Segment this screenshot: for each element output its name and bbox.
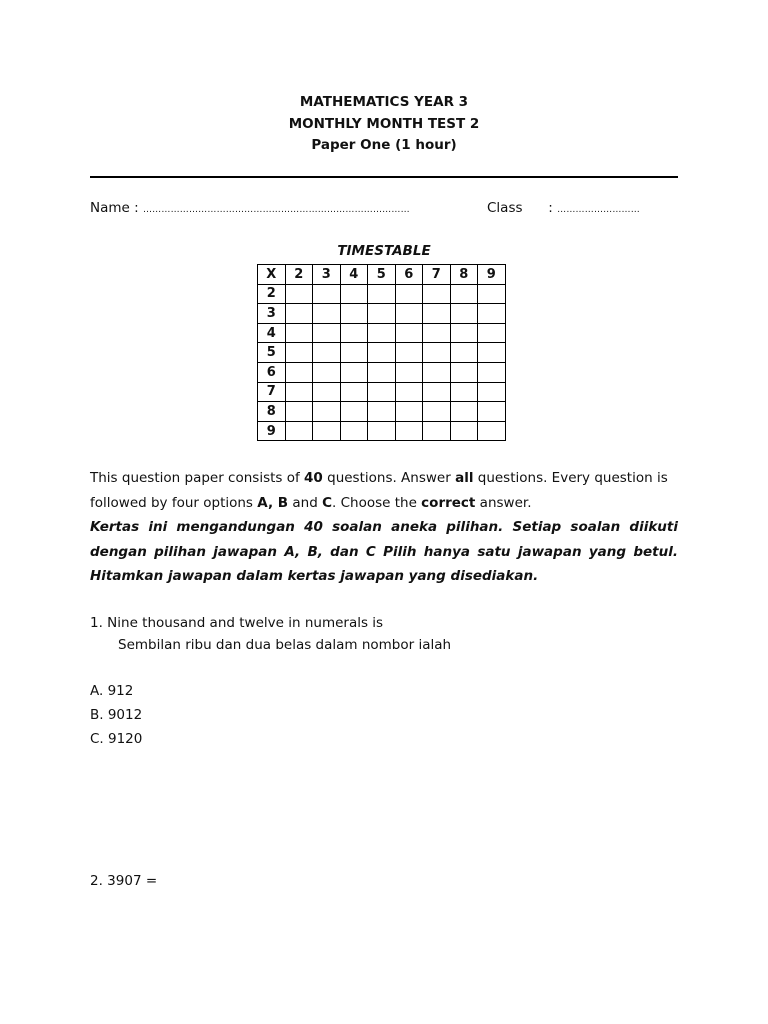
- timestable-answer-cell[interactable]: [450, 284, 478, 304]
- timestable-answer-cell[interactable]: [285, 362, 313, 382]
- timestable-column-header: 7: [423, 265, 451, 285]
- timestable-answer-cell[interactable]: [285, 284, 313, 304]
- timestable-row: [258, 362, 506, 382]
- timestable-answer-cell[interactable]: [423, 421, 451, 441]
- timestable-column-header: 5: [368, 265, 396, 285]
- timestable-corner: X: [258, 265, 286, 285]
- instr-all: all: [455, 470, 474, 486]
- timestable-answer-cell[interactable]: [395, 421, 423, 441]
- header-test-name: MONTHLY MONTH TEST 2: [288, 115, 480, 132]
- instr-text: questions. Answer: [322, 470, 456, 486]
- timestable-answer-cell[interactable]: [450, 421, 478, 441]
- instr-option-c: C: [322, 494, 332, 511]
- instructions-malay: Kertas ini mengandungan 40 soalan aneka pilihan. Setiap soalan diikuti dengan pilihan jawapan A, B, dan C Pilih hanya satu jawapan yang betul. Hitamkan jawapan dalam kertas jawapan yang disediakan.: [90, 519, 678, 584]
- timestable-answer-cell[interactable]: [450, 362, 478, 382]
- timestable-row-header: 5: [258, 343, 286, 363]
- timestable-answer-cell[interactable]: [478, 304, 506, 324]
- class-colon: :: [548, 200, 553, 216]
- timestable-answer-cell[interactable]: [368, 421, 396, 441]
- timestable-header-row: [258, 265, 506, 285]
- timestable-grid: [257, 264, 506, 441]
- timestable-row-header: 9: [258, 421, 286, 441]
- timestable-answer-cell[interactable]: [368, 304, 396, 324]
- question-1-options: [90, 679, 142, 751]
- timestable-answer-cell[interactable]: [423, 323, 451, 343]
- instructions: [90, 466, 678, 589]
- name-blank: ……………………………………………………………………………: [142, 205, 410, 215]
- timestable-answer-cell[interactable]: [368, 382, 396, 402]
- timestable-answer-cell[interactable]: [313, 362, 341, 382]
- timestable-column-header: 6: [395, 265, 423, 285]
- timestable-answer-cell[interactable]: [340, 382, 368, 402]
- header-subject: MATHEMATICS YEAR 3: [299, 94, 469, 110]
- class-label: Class: [487, 200, 523, 216]
- timestable-answer-cell[interactable]: [313, 284, 341, 304]
- timestable-answer-cell[interactable]: [313, 343, 341, 363]
- timestable-answer-cell[interactable]: [395, 382, 423, 402]
- timestable-row-header: 8: [258, 402, 286, 422]
- name-label: Name :: [90, 200, 139, 216]
- timestable-answer-cell[interactable]: [395, 402, 423, 422]
- timestable-answer-cell[interactable]: [395, 304, 423, 324]
- timestable-answer-cell[interactable]: [340, 323, 368, 343]
- timestable-row-header: 4: [258, 323, 286, 343]
- timestable-answer-cell[interactable]: [285, 343, 313, 363]
- timestable-answer-cell[interactable]: [313, 382, 341, 402]
- timestable-row: [258, 382, 506, 402]
- option-a[interactable]: A. 912: [90, 683, 134, 699]
- instr-text: This question paper consists of: [90, 470, 305, 486]
- timestable-answer-cell[interactable]: [478, 421, 506, 441]
- timestable-answer-cell[interactable]: [313, 323, 341, 343]
- timestable-answer-cell[interactable]: [423, 382, 451, 402]
- timestable-answer-cell[interactable]: [450, 343, 478, 363]
- timestable-answer-cell[interactable]: [285, 304, 313, 324]
- class-field: [487, 200, 640, 216]
- timestable-answer-cell[interactable]: [478, 402, 506, 422]
- instr-text: answer.: [475, 494, 532, 511]
- instructions-english: [90, 466, 678, 515]
- timestable-answer-cell[interactable]: [368, 343, 396, 363]
- timestable-answer-cell[interactable]: [450, 402, 478, 422]
- timestable-answer-cell[interactable]: [313, 304, 341, 324]
- instr-question-count: 40: [304, 470, 323, 486]
- timestable-row-header: 3: [258, 304, 286, 324]
- timestable-column-header: 3: [313, 265, 341, 285]
- question-1-text: 1. Nine thousand and twelve in numerals is: [90, 615, 384, 631]
- timestable-answer-cell[interactable]: [450, 323, 478, 343]
- timestable-column-header: 4: [340, 265, 368, 285]
- timestable-row: [258, 323, 506, 343]
- timestable-answer-cell[interactable]: [423, 284, 451, 304]
- timestable-answer-cell[interactable]: [395, 323, 423, 343]
- name-field: [90, 200, 410, 216]
- timestable-answer-cell[interactable]: [368, 323, 396, 343]
- timestable-answer-cell[interactable]: [340, 284, 368, 304]
- timestable-answer-cell[interactable]: [340, 421, 368, 441]
- timestable-answer-cell[interactable]: [368, 402, 396, 422]
- timestable-answer-cell[interactable]: [340, 304, 368, 324]
- instr-options-ab: A, B: [257, 494, 289, 511]
- timestable-row-header: 2: [258, 284, 286, 304]
- timestable-column-header: 2: [285, 265, 313, 285]
- option-b[interactable]: B. 9012: [90, 707, 143, 723]
- timestable-row: [258, 343, 506, 363]
- timestable-title: TIMESTABLE: [337, 243, 431, 259]
- timestable-answer-cell[interactable]: [423, 362, 451, 382]
- timestable-answer-cell[interactable]: [313, 421, 341, 441]
- timestable-column-header: 9: [478, 265, 506, 285]
- instr-text: and: [288, 494, 323, 511]
- instr-text: questions. Every question is followed by four options: [90, 470, 668, 511]
- question-1-text-malay: Sembilan ribu dan dua belas dalam nombor ialah: [118, 637, 452, 653]
- timestable-row: [258, 421, 506, 441]
- timestable-answer-cell[interactable]: [285, 402, 313, 422]
- timestable-answer-cell[interactable]: [313, 402, 341, 422]
- header-divider: [90, 176, 678, 178]
- timestable-answer-cell[interactable]: [478, 343, 506, 363]
- instr-correct: correct: [421, 494, 476, 511]
- timestable-row-header: 6: [258, 362, 286, 382]
- header-paper: Paper One (1 hour): [311, 137, 457, 153]
- timestable-answer-cell[interactable]: [423, 402, 451, 422]
- timestable-answer-cell[interactable]: [285, 421, 313, 441]
- timestable-answer-cell[interactable]: [285, 382, 313, 402]
- question-1: [90, 612, 451, 656]
- timestable-answer-cell[interactable]: [395, 362, 423, 382]
- timestable-answer-cell[interactable]: [395, 284, 423, 304]
- question-2: 2. 3907 =: [90, 873, 158, 889]
- timestable-answer-cell[interactable]: [340, 343, 368, 363]
- option-c[interactable]: C. 9120: [90, 731, 143, 747]
- timestable-answer-cell[interactable]: [340, 402, 368, 422]
- timestable-answer-cell[interactable]: [368, 284, 396, 304]
- timestable-row-header: 7: [258, 382, 286, 402]
- timestable-answer-cell[interactable]: [340, 362, 368, 382]
- class-blank: ………………………: [557, 205, 640, 215]
- timestable-answer-cell[interactable]: [395, 343, 423, 363]
- timestable-answer-cell[interactable]: [450, 382, 478, 402]
- test-header: [0, 92, 768, 157]
- timestable-answer-cell[interactable]: [478, 323, 506, 343]
- timestable-column-header: 8: [450, 265, 478, 285]
- timestable-answer-cell[interactable]: [478, 362, 506, 382]
- timestable-answer-cell[interactable]: [368, 362, 396, 382]
- timestable-row: [258, 284, 506, 304]
- instr-text: . Choose the: [332, 494, 422, 511]
- timestable-row: [258, 402, 506, 422]
- timestable-answer-cell[interactable]: [450, 304, 478, 324]
- timestable-answer-cell[interactable]: [423, 343, 451, 363]
- timestable-row: [258, 304, 506, 324]
- timestable-answer-cell[interactable]: [478, 284, 506, 304]
- timestable-answer-cell[interactable]: [478, 382, 506, 402]
- timestable-answer-cell[interactable]: [423, 304, 451, 324]
- timestable-answer-cell[interactable]: [285, 323, 313, 343]
